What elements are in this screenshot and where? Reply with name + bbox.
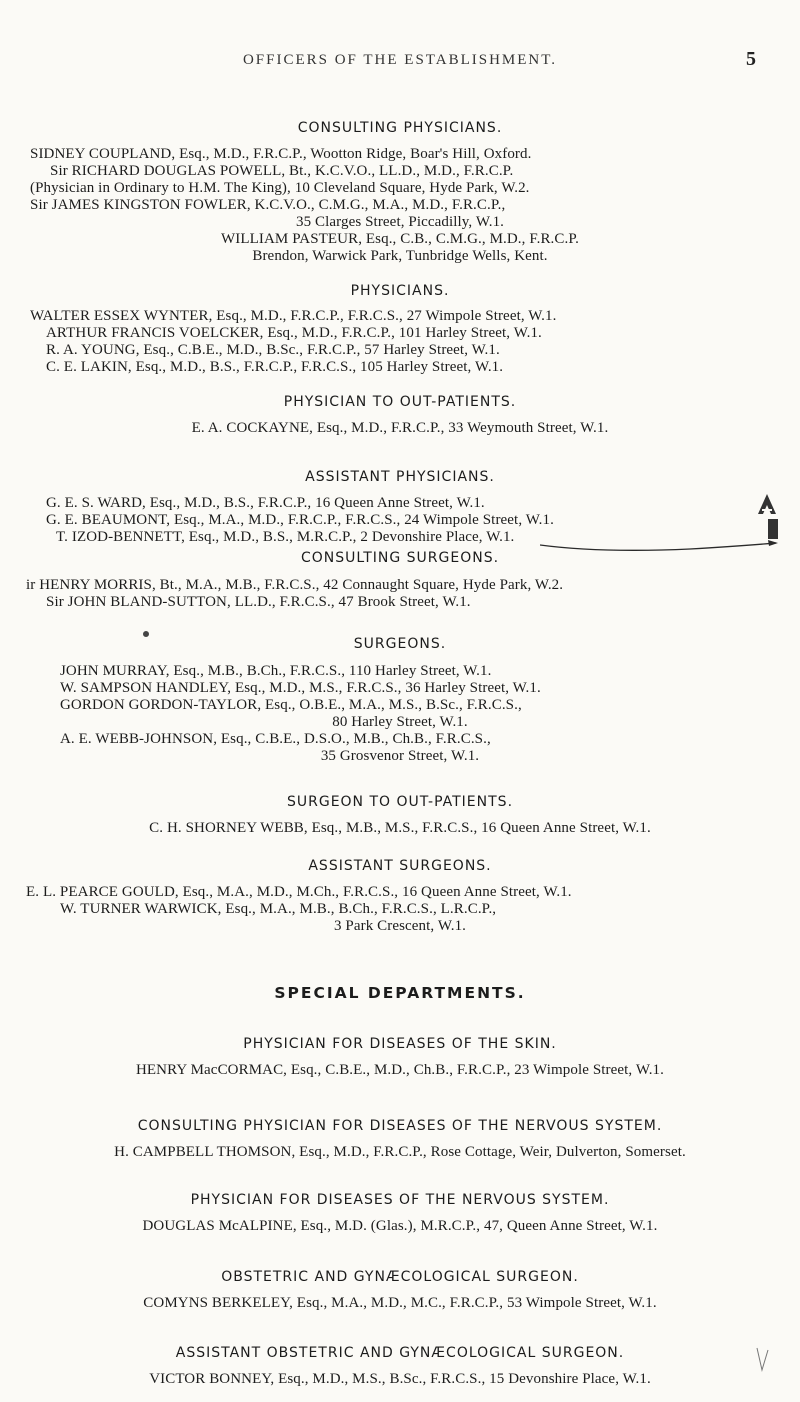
entry-line: 35 Clarges Street, Piccadilly, W.1. [295, 214, 505, 230]
entry-line: WILLIAM PASTEUR, Esq., C.B., C.M.G., M.D., F.R.C.P. [221, 231, 579, 247]
entry-line: G. E. BEAUMONT, Esq., M.A., M.D., F.R.C.P., F.R.C.S., 24 Wimpole Street, W.1. [46, 512, 554, 528]
entry-line: E. A. COCKAYNE, Esq., M.D., F.R.C.P., 33 Weymouth Street, W.1. [191, 420, 609, 436]
section-heading-obstetric: OBSTETRIC AND GYNÆCOLOGICAL SURGEON. [221, 1269, 579, 1285]
entry-line: ARTHUR FRANCIS VOELCKER, Esq., M.D., F.R.C.P., 101 Harley Street, W.1. [46, 325, 542, 341]
entry-line: G. E. S. WARD, Esq., M.D., B.S., F.R.C.P., 16 Queen Anne Street, W.1. [46, 495, 485, 511]
entry-line: E. L. PEARCE GOULD, Esq., M.A., M.D., M.Ch., F.R.C.S., 16 Queen Anne Street, W.1. [26, 884, 572, 900]
entry-line: H. CAMPBELL THOMSON, Esq., M.D., F.R.C.P., Rose Cottage, Weir, Dulverton, Somerset. [114, 1144, 686, 1160]
section-heading-physician-out-patients: PHYSICIAN TO OUT-PATIENTS. [283, 394, 517, 410]
entry-line: HENRY MacCORMAC, Esq., C.B.E., M.D., Ch.B., F.R.C.P., 23 Wimpole Street, W.1. [135, 1062, 665, 1078]
pencil-tick-icon [754, 1344, 770, 1374]
entry-line: GORDON GORDON-TAYLOR, Esq., O.B.E., M.A., M.S., B.Sc., F.R.C.S., [60, 697, 522, 713]
section-heading-assistant-physicians: ASSISTANT PHYSICIANS. [305, 469, 495, 485]
entry-line: Sir RICHARD DOUGLAS POWELL, Bt., K.C.V.O., LL.D., M.D., F.R.C.P. [50, 163, 514, 179]
entry-line: Sir JAMES KINGSTON FOWLER, K.C.V.O., C.M.G., M.A., M.D., F.R.C.P., [30, 197, 506, 213]
section-heading-physicians: PHYSICIANS. [350, 283, 450, 299]
running-head: OFFICERS OF THE ESTABLISHMENT. [242, 52, 558, 68]
entry-line: A. E. WEBB-JOHNSON, Esq., C.B.E., D.S.O., M.B., Ch.B., F.R.C.S., [60, 731, 491, 747]
entry-line: DOUGLAS McALPINE, Esq., M.D. (Glas.), M.R.C.P., 47, Queen Anne Street, W.1. [142, 1218, 658, 1234]
page-number: 5 [746, 48, 756, 70]
entry-line: W. SAMPSON HANDLEY, Esq., M.D., M.S., F.R.C.S., 36 Harley Street, W.1. [60, 680, 541, 696]
entry-line: 35 Grosvenor Street, W.1. [320, 748, 480, 764]
section-heading-skin: PHYSICIAN FOR DISEASES OF THE SKIN. [243, 1036, 557, 1052]
entry-line: VICTOR BONNEY, Esq., M.D., M.S., B.Sc., F.R.C.S., 15 Devonshire Place, W.1. [149, 1371, 651, 1387]
entry-line: ir HENRY MORRIS, Bt., M.A., M.B., F.R.C.S., 42 Connaught Square, Hyde Park, W.2. [26, 577, 564, 593]
entry-line: 3 Park Crescent, W.1. [333, 918, 467, 934]
margin-mark-icon [754, 492, 780, 518]
section-heading-assistant-surgeons: ASSISTANT SURGEONS. [308, 858, 492, 874]
entry-line: WALTER ESSEX WYNTER, Esq., M.D., F.R.C.P., F.R.C.S., 27 Wimpole Street, W.1. [30, 308, 557, 324]
entry-line: Brendon, Warwick Park, Tunbridge Wells, Kent. [252, 248, 548, 264]
entry-line: W. TURNER WARWICK, Esq., M.A., M.B., B.Ch., F.R.C.S., L.R.C.P., [60, 901, 497, 917]
entry-line: COMYNS BERKELEY, Esq., M.A., M.D., M.C., F.R.C.P., 53 Wimpole Street, W.1. [143, 1295, 657, 1311]
entry-line: C. E. LAKIN, Esq., M.D., B.S., F.R.C.P., F.R.C.S., 105 Harley Street, W.1. [46, 359, 504, 375]
section-heading-surgeons: SURGEONS. [353, 636, 447, 652]
section-heading-nervous: PHYSICIAN FOR DISEASES OF THE NERVOUS SYSTEM. [190, 1192, 610, 1208]
entry-line: C. H. SHORNEY WEBB, Esq., M.B., M.S., F.R.C.S., 16 Queen Anne Street, W.1. [149, 820, 651, 836]
entry-line: R. A. YOUNG, Esq., C.B.E., M.D., B.Sc., F.R.C.P., 57 Harley Street, W.1. [46, 342, 500, 358]
section-heading-special-departments: SPECIAL DEPARTMENTS. [274, 984, 526, 1002]
section-heading-surgeon-out-patients: SURGEON TO OUT-PATIENTS. [286, 794, 514, 810]
section-heading-consulting-nervous: CONSULTING PHYSICIAN FOR DISEASES OF THE NERVOUS SYSTEM. [137, 1118, 663, 1134]
section-heading-consulting-physicians: CONSULTING PHYSICIANS. [297, 120, 503, 136]
entry-line: Sir JOHN BLAND-SUTTON, LL.D., F.R.C.S., 47 Brook Street, W.1. [46, 594, 471, 610]
section-heading-consulting-surgeons: CONSULTING SURGEONS. [300, 550, 500, 566]
entry-line: T. IZOD-BENNETT, Esq., M.D., B.S., M.R.C.P., 2 Devonshire Place, W.1. [56, 529, 515, 545]
entry-line: 80 Harley Street, W.1. [332, 714, 468, 730]
entry-line: SIDNEY COUPLAND, Esq., M.D., F.R.C.P., Wootton Ridge, Boar's Hill, Oxford. [30, 146, 532, 162]
entry-line: (Physician in Ordinary to H.M. The King), 10 Cleveland Square, Hyde Park, W.2. [30, 180, 530, 196]
entry-line: JOHN MURRAY, Esq., M.B., B.Ch., F.R.C.S., 110 Harley Street, W.1. [60, 663, 492, 679]
section-heading-assistant-obstetric: ASSISTANT OBSTETRIC AND GYNÆCOLOGICAL SURGEON. [175, 1345, 625, 1361]
